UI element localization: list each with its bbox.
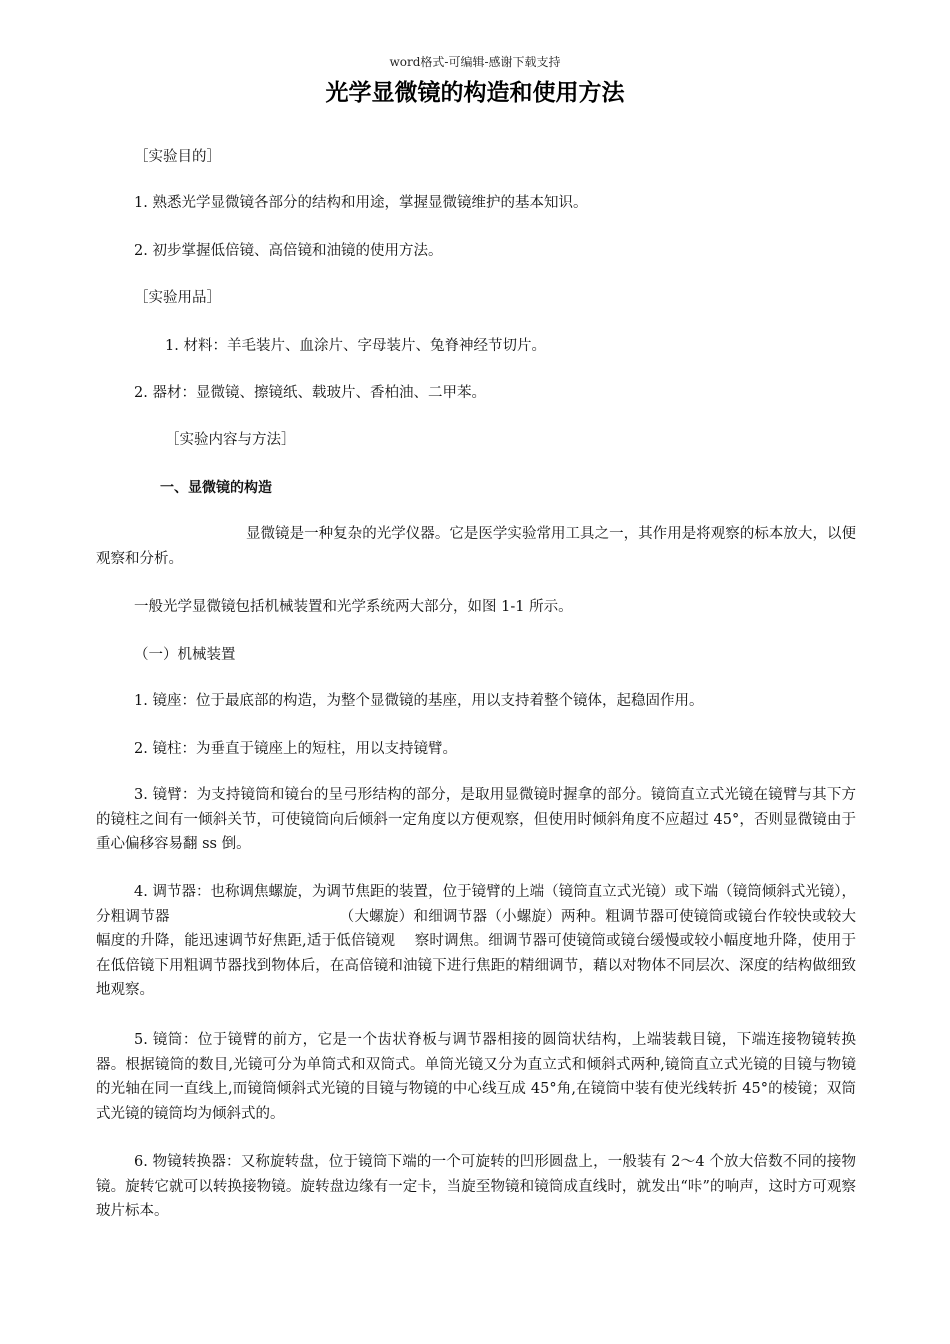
mechanical-item-2: 2. 镜柱：为垂直于镜座上的短柱，用以支持镜臂。 bbox=[134, 741, 457, 757]
mechanical-item-1: 1. 镜座：位于最底部的构造，为整个显微镜的基座，用以支持着整个镜体，起稳固作用。 bbox=[134, 693, 704, 709]
mechanical-item-4: 4. 调节器：也称调焦螺旋，为调节焦距的装置，位于镜臂的上端（镜筒直立式光镜）或下端（镜筒倾斜式光镜），分粗调节器 （大螺旋）和细调节器（小螺旋）两种。粗调节器可使镜筒或镜台作较快或较大幅度的升降，能迅速调节好焦距,适于低倍镜观 察时调焦。细调节器可使镜筒或镜台缓慢或较小幅度地升降，使用于在低倍镜下用粗调节器找到物体后，在高倍镜和油镜下进行焦距的精细调节，藉以对物体不同层次、深度的结构做细致地观察。 bbox=[96, 884, 856, 998]
supplies-heading: ［实验用品］ bbox=[134, 290, 221, 306]
mechanical-item-3: 3. 镜臂：为支持镜筒和镜台的呈弓形结构的部分，是取用显微镜时握拿的部分。镜筒直立式光镜在镜臂与其下方的镜柱之间有一倾斜关节，可使镜筒向后倾斜一定角度以方便观察，但使用时倾斜角度不应超过 45°，否则显微镜由于重心偏移容易翻 ss 倒。 bbox=[96, 787, 856, 852]
purpose-item-1: 1. 熟悉光学显微镜各部分的结构和用途，掌握显微镜维护的基本知识。 bbox=[134, 195, 588, 211]
page-title: 光学显微镜的构造和使用方法 bbox=[325, 80, 625, 106]
intro-paragraph-1: 显微镜是一种复杂的光学仪器。它是医学实验常用工具之一，其作用是将观察的标本放大，以便观察和分析。 bbox=[96, 526, 856, 567]
supplies-item-2: 2. 器材：显微镜、擦镜纸、载玻片、香柏油、二甲苯。 bbox=[134, 385, 486, 401]
mechanical-item-6: 6. 物镜转换器：又称旋转盘，位于镜筒下端的一个可旋转的凹形圆盘上，一般装有 2～4 个放大倍数不同的接物镜。旋转它就可以转换接物镜。旋转盘边缘有一定卡，当旋至物镜和镜筒成直线时，就发出“咔”的响声，这时方可观察玻片标本。 bbox=[96, 1154, 856, 1219]
mechanical-item-5: 5. 镜筒：位于镜臂的前方，它是一个齿状脊板与调节器相接的圆筒状结构，上端装载目镜，下端连接物镜转换器。根据镜筒的数目,光镜可分为单筒式和双筒式。单筒光镜又分为直立式和倾斜式两种,镜筒直立式光镜的目镜与物镜的光轴在同一直线上,而镜筒倾斜式光镜的目镜与物镜的中心线互成 45°角,在镜筒中装有使光线转折 45°的棱镜；双筒式光镜的镜筒均为倾斜式的。 bbox=[96, 1032, 856, 1122]
part1-heading: 一、显微镜的构造 bbox=[160, 480, 272, 496]
intro-paragraph-2: 一般光学显微镜包括机械装置和光学系统两大部分，如图 1-1 所示。 bbox=[134, 599, 573, 615]
purpose-heading: ［实验目的］ bbox=[134, 149, 221, 165]
purpose-item-2: 2. 初步掌握低倍镜、高倍镜和油镜的使用方法。 bbox=[134, 243, 443, 259]
supplies-item-1: 1. 材料：羊毛装片、血涂片、字母装片、兔脊神经节切片。 bbox=[165, 338, 546, 354]
page-header: word格式-可编辑-感谢下载支持 bbox=[389, 55, 561, 69]
content-heading: ［实验内容与方法］ bbox=[165, 432, 296, 448]
mechanical-heading: （一）机械装置 bbox=[134, 647, 236, 663]
